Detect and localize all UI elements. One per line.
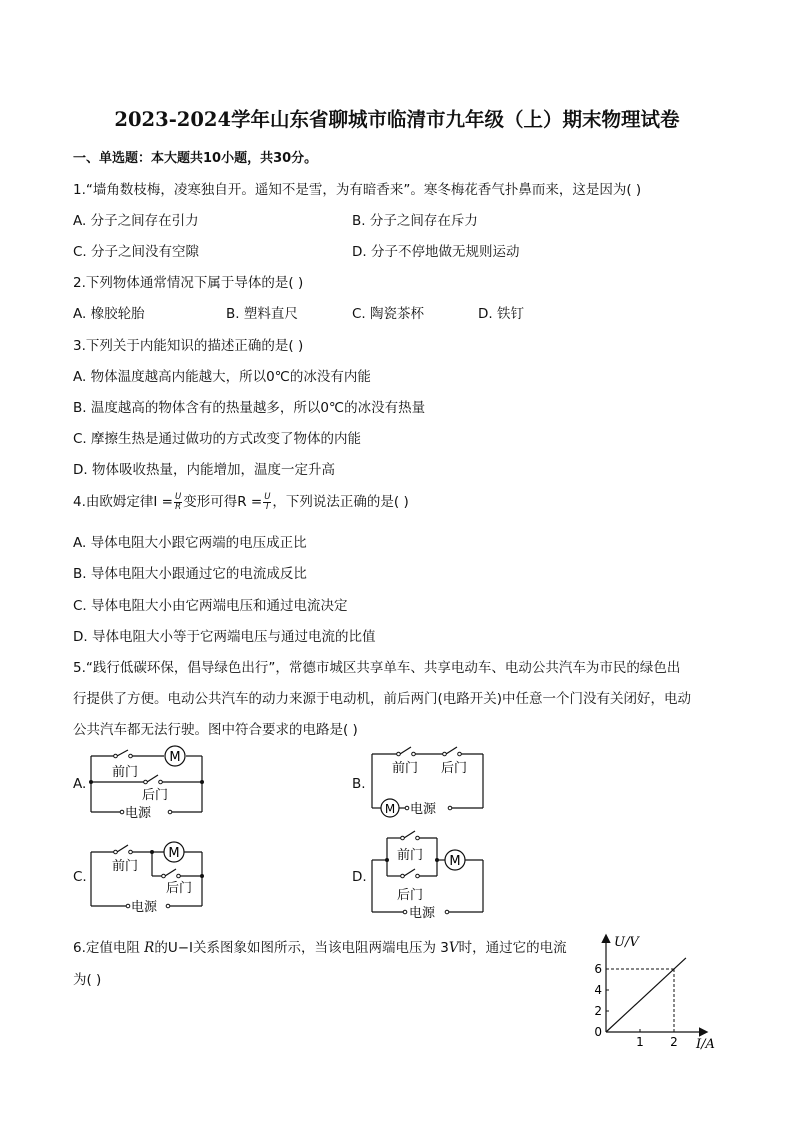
y-tick-label: 0 bbox=[594, 1025, 602, 1039]
circuit-d-label: D. bbox=[352, 869, 367, 885]
page-title: 2023-2024学年山东省聊城市临清市九年级（上）期末物理试卷 bbox=[114, 108, 680, 131]
power-label: 电源 bbox=[409, 906, 436, 920]
question-2-stem: 2.下列物体通常情况下属于导体的是( ) bbox=[73, 275, 304, 291]
back-door-label: 后门 bbox=[441, 761, 468, 776]
question-4-option-d: D. 导体电阻大小等于它两端电压与通过电流的比值 bbox=[73, 629, 376, 645]
question-4-stem bbox=[73, 490, 409, 512]
question-1-option-a: A. 分子之间存在引力 bbox=[73, 213, 199, 229]
circuit-b-label: B. bbox=[352, 776, 366, 792]
q4-stem-pre: 4.由欧姆定律I = bbox=[73, 494, 173, 510]
question-5-line-3: 公共汽车都无法行驶。图中符合要求的电路是( ) bbox=[73, 722, 358, 738]
u-i-graph bbox=[590, 932, 730, 1057]
fraction-numerator: U bbox=[264, 491, 271, 502]
y-tick-label: 2 bbox=[594, 1004, 602, 1018]
q6-text-post: 时，通过它的电流 bbox=[458, 940, 567, 956]
q4-stem-mid: 变形可得R = bbox=[183, 494, 263, 510]
question-2-option-d: D. 铁钉 bbox=[478, 306, 524, 322]
q6-symbol-r: R bbox=[144, 940, 155, 956]
front-door-label: 前门 bbox=[397, 848, 424, 863]
fraction-numerator: U bbox=[174, 491, 182, 502]
question-1-option-c: C. 分子之间没有空隙 bbox=[73, 244, 200, 260]
circuit-a-diagram bbox=[86, 742, 211, 822]
question-3-option-d: D. 物体吸收热量，内能增加，温度一定升高 bbox=[73, 462, 335, 478]
motor-label: M bbox=[449, 854, 461, 869]
question-3-stem: 3.下列关于内能知识的描述正确的是( ) bbox=[73, 338, 304, 354]
y-axis-label: U/V bbox=[614, 935, 639, 950]
fraction-u-over-i bbox=[263, 493, 271, 512]
back-door-label: 后门 bbox=[397, 888, 424, 903]
question-2-option-c: C. 陶瓷茶杯 bbox=[352, 306, 425, 322]
circuit-d-diagram bbox=[367, 826, 492, 920]
fraction-denominator: I bbox=[266, 501, 269, 512]
circuit-c-label: C. bbox=[73, 869, 87, 885]
q6-text-mid: 的U−I关系图象如图所示，当该电阻两端电压为 3 bbox=[154, 940, 449, 956]
q6-text-pre: 6.定值电阻 bbox=[73, 940, 145, 956]
question-1-stem: 1.“墙角数枝梅，凌寒独自开。遥知不是雪，为有暗香来”。寒冬梅花香气扑鼻而来，这是因为( ) bbox=[73, 182, 642, 198]
x-tick-label: 2 bbox=[670, 1035, 678, 1049]
circuit-a-label: A. bbox=[73, 776, 87, 792]
question-5-line-2: 行提供了方便。电动公共汽车的动力来源于电动机，前后两门(电路开关)中任意一个门没有关闭好，电动 bbox=[73, 691, 692, 707]
x-tick-label: 1 bbox=[636, 1035, 644, 1049]
question-5-line-1: 5.“践行低碳环保，倡导绿色出行”，常德市城区共享单车、共享电动车、电动公共汽车为市民的绿色出 bbox=[73, 660, 681, 676]
front-door-label: 前门 bbox=[112, 859, 139, 874]
question-4-option-c: C. 导体电阻大小由它两端电压和通过电流决定 bbox=[73, 598, 348, 614]
question-4-option-a: A. 导体电阻大小跟它两端的电压成正比 bbox=[73, 535, 307, 551]
section-heading: 一、单选题：本大题共10小题，共30分。 bbox=[73, 151, 318, 166]
power-label: 电源 bbox=[125, 806, 152, 821]
question-2-option-a: A. 橡胶轮胎 bbox=[73, 306, 145, 322]
front-door-label: 前门 bbox=[392, 761, 419, 776]
motor-label: M bbox=[169, 750, 181, 765]
power-label: 电源 bbox=[131, 900, 158, 915]
question-6-line-2: 为( ) bbox=[73, 972, 102, 988]
circuit-c-diagram bbox=[86, 836, 211, 918]
question-1-option-b: B. 分子之间存在斥力 bbox=[352, 213, 478, 229]
motor-label: M bbox=[168, 846, 180, 861]
question-3-option-c: C. 摩擦生热是通过做功的方式改变了物体的内能 bbox=[73, 431, 362, 447]
circuit-b-diagram bbox=[367, 740, 492, 820]
back-door-label: 后门 bbox=[166, 881, 193, 896]
power-label: 电源 bbox=[410, 802, 437, 817]
q6-unit-v: V bbox=[448, 940, 459, 956]
question-6-line-1 bbox=[73, 936, 567, 956]
y-tick-label: 6 bbox=[594, 962, 602, 976]
question-3-option-a: A. 物体温度越高内能越大，所以0℃的冰没有内能 bbox=[73, 369, 371, 385]
front-door-label: 前门 bbox=[112, 765, 139, 780]
question-4-option-b: B. 导体电阻大小跟通过它的电流成反比 bbox=[73, 566, 307, 582]
back-door-label: 后门 bbox=[142, 788, 169, 803]
q4-stem-post: ，下列说法正确的是( ) bbox=[272, 494, 409, 510]
x-axis-label: I/A bbox=[696, 1037, 715, 1052]
motor-label: M bbox=[384, 802, 396, 816]
question-1-option-d: D. 分子不停地做无规则运动 bbox=[352, 244, 520, 260]
fraction-denominator: R bbox=[175, 501, 182, 512]
fraction-u-over-r bbox=[174, 493, 182, 512]
question-2-option-b: B. 塑料直尺 bbox=[226, 306, 298, 322]
y-tick-label: 4 bbox=[594, 983, 602, 997]
question-3-option-b: B. 温度越高的物体含有的热量越多，所以0℃的冰没有热量 bbox=[73, 400, 426, 416]
